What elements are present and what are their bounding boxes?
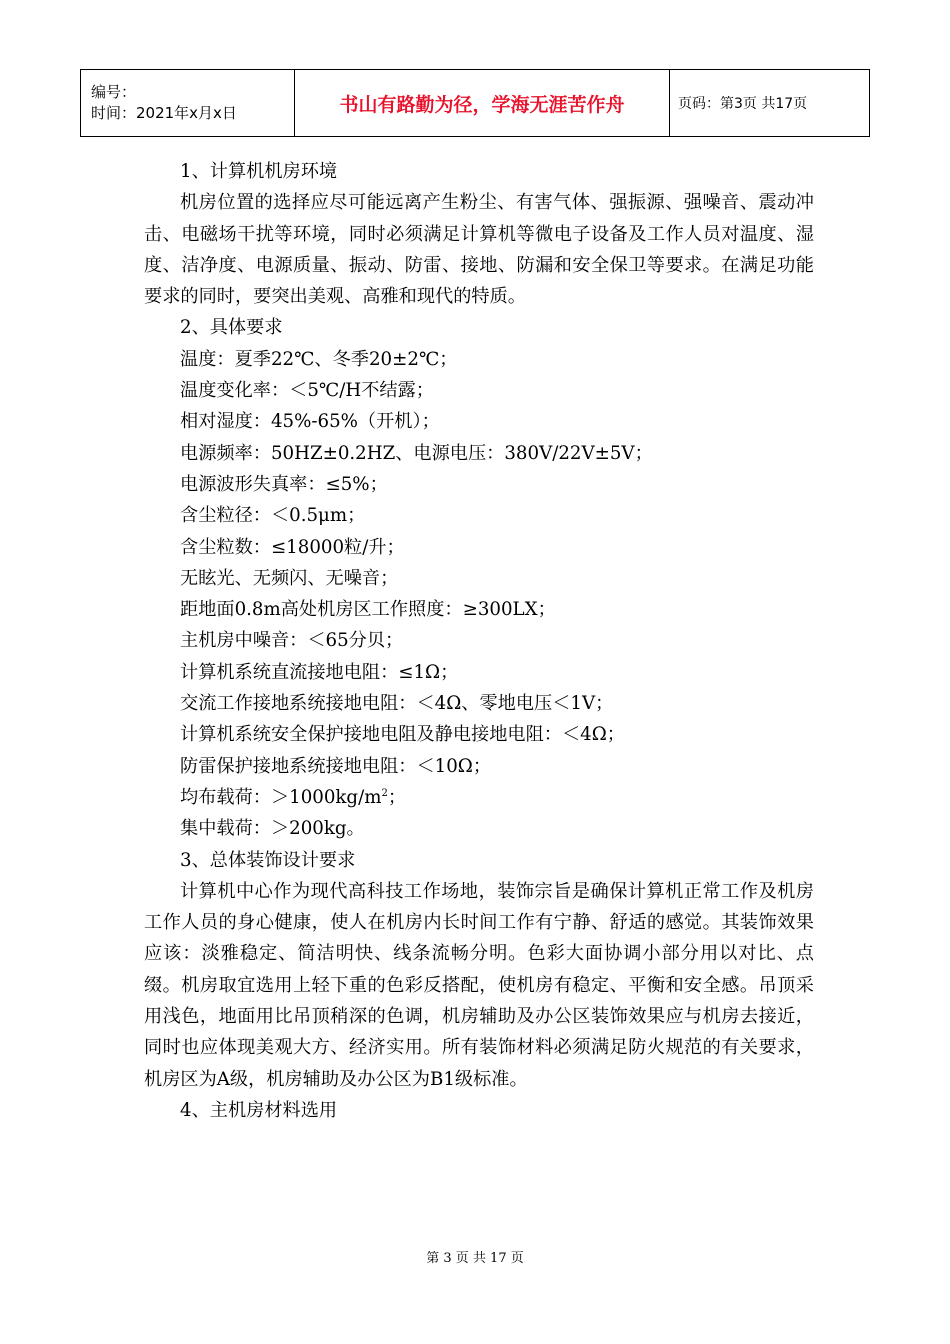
requirement-item: 含尘粒数：≤18000粒/升； <box>180 536 405 558</box>
requirement-item: 相对湿度：45%-65%（开机）； <box>180 411 440 433</box>
uniform-load-superscript: 2 <box>381 787 388 799</box>
header-page-info: 页码：第3页 共17页 <box>670 70 870 137</box>
requirement-item: 计算机系统直流接地电阻：≤1Ω； <box>180 661 459 683</box>
header-motto: 书山有路勤为径，学海无涯苦作舟 <box>295 70 670 137</box>
requirement-item: 主机房中噪音：＜65分贝； <box>180 630 404 652</box>
section-1-body: 机房位置的选择应尽可能远离产生粉尘、有害气体、强振源、强噪音、震动冲击、电磁场干扰等环境，同时必须满足计算机等微电子设备及工作人员对温度、湿度、洁净度、电源质量、振动、防雷、接地、防漏和安全保卫等要求。在满足功能要求的同时，要突出美观、高雅和现代的特质。 <box>144 192 814 308</box>
requirement-item: 距地面0.8m高处机房区工作照度：≥300LX； <box>180 599 556 621</box>
requirement-item: 电源频率：50HZ±0.2HZ、电源电压：380V/22V±5V； <box>180 442 653 464</box>
requirement-item: 含尘粒径：＜0.5μm； <box>180 505 366 527</box>
uniform-load-text: 均布载荷：＞1000kg/m <box>180 786 382 808</box>
document-body <box>144 156 814 1126</box>
section-1-title: 1、计算机机房环境 <box>180 161 338 182</box>
requirement-item-uniform-load <box>144 782 814 813</box>
document-code: 编号： <box>91 83 137 101</box>
page-header <box>80 69 870 137</box>
requirement-item: 无眩光、无频闪、无噪音； <box>180 567 399 589</box>
section-2-title: 2、具体要求 <box>180 317 283 339</box>
section-3-body: 计算机中心作为现代高科技工作场地，装饰宗旨是确保计算机正常工作及机房工作人员的身心健康，使人在机房内长时间工作有宁静、舒适的感觉。其装饰效果应该：淡雅稳定、简洁明快、线条流畅分明。色彩大面协调小部分用以对比、点缀。机房取宜选用上轻下重的色彩反搭配，使机房有稳定、平衡和安全感。吊顶采用浅色，地面用比吊顶稍深的色调，机房辅助及办公区装饰效果应与机房去接近，同时也应体现美观大方、经济实用。所有装饰材料必须满足防火规范的有关要求，机房区为A级，机房辅助及办公区为B1级标准。 <box>144 880 814 1090</box>
page-footer: 第 3 页 共 17 页 <box>426 1251 524 1266</box>
requirement-item: 温度变化率：＜5℃/H不结露； <box>180 380 434 402</box>
section-4-title: 4、主机房材料选用 <box>180 1099 338 1121</box>
section-3-title: 3、总体装饰设计要求 <box>180 849 356 871</box>
requirement-item: 防雷保护接地系统接地电阻：＜10Ω； <box>180 755 492 777</box>
requirement-item: 电源波形失真率：≤5%； <box>180 473 388 495</box>
requirement-item: 集中载荷：＞200kg。 <box>180 818 365 840</box>
requirement-item: 温度：夏季22℃、冬季20±2℃； <box>180 348 458 370</box>
document-date: 时间：2021年x月x日 <box>91 104 237 122</box>
requirement-item: 交流工作接地系统接地电阻：＜4Ω、零地电压＜1V； <box>180 693 614 715</box>
uniform-load-suffix: ； <box>387 786 407 808</box>
header-meta <box>81 70 295 137</box>
requirements-list <box>144 344 814 845</box>
requirement-item: 计算机系统安全保护接地电阻及静电接地电阻：＜4Ω； <box>180 724 625 746</box>
